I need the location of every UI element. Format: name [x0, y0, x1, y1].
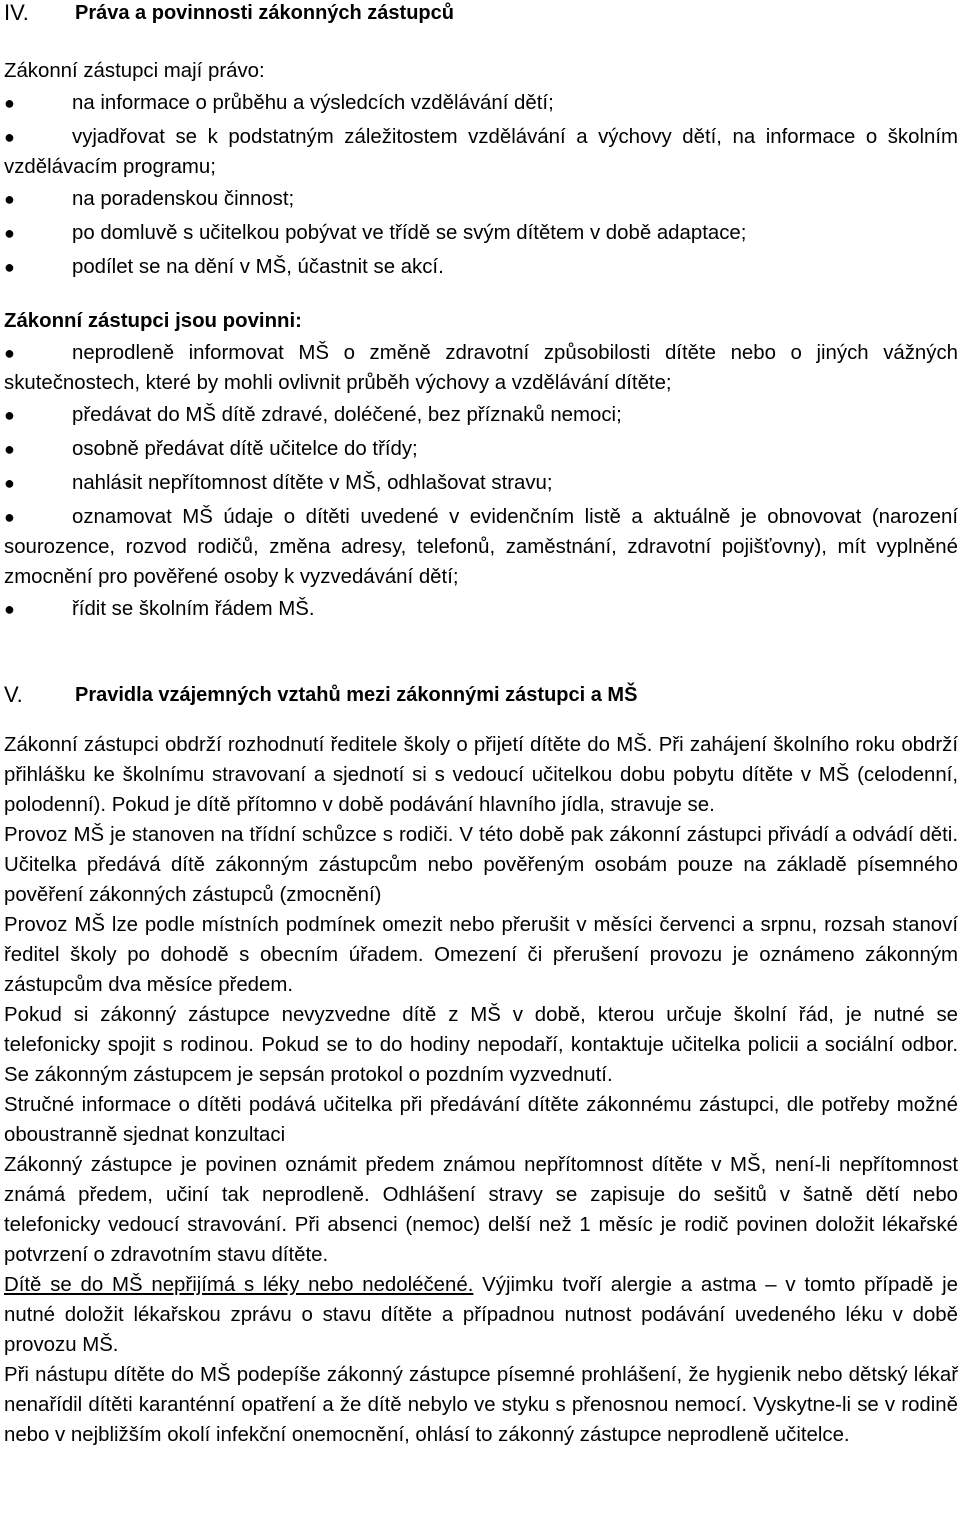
rights-item: ● na informace o průběhu a výsledcích vzdělávání dětí;	[4, 86, 958, 120]
rights-item: ● vyjadřovat se k podstatným záležitostem vzdělávání a výchovy dětí, na informace o školním vzdělávacím programu;	[4, 120, 958, 182]
document-page	[4, 0, 958, 1450]
bullet-icon: ●	[4, 473, 15, 493]
bullet-icon: ●	[4, 93, 15, 113]
medication-exception: Výjimku tvoří alergie a astma – v tomto případě je nutné doložit lékařskou zprávu o stavu dítěte a případnou nutnost podávání uvedeného léku v době provozu MŠ.	[4, 1274, 958, 1356]
paragraph: Provoz MŠ je stanoven na třídní schůzce s rodiči. V této době pak zákonní zástupci přivádí a odvádí děti. Učitelka předává dítě zákonným zástupcům nebo pověřeným osobám pouze na základě písemného pověření zákonných zástupců (zmocnění)	[4, 824, 958, 906]
underlined-sentence: Dítě se do MŠ nepřijímá s léky nebo nedoléčené.	[4, 1274, 474, 1296]
paragraph: Zákonní zástupci obdrží rozhodnutí ředitele školy o přijetí dítěte do MŠ. Při zahájení školního roku obdrží přihlášku ke školnímu stravovaní a sjednotí si s vedoucí učitelkou dobu pobytu dítěte v MŠ (celodenní, polodenní). Pokud je dítě přítomno v době podávání hlavního jídla, stravuje se.	[4, 734, 958, 816]
duties-item: ● osobně předávat dítě učitelce do třídy;	[4, 432, 958, 466]
bullet-icon: ●	[4, 257, 15, 277]
bullet-icon: ●	[4, 405, 15, 425]
bullet-icon: ●	[4, 189, 15, 209]
section-4-number: IV.	[4, 0, 29, 25]
duties-item: ● neprodleně informovat MŠ o změně zdravotní způsobilosti dítěte nebo o jiných vážných skutečnostech, které by mohli ovlivnit průběh výchovy a vzdělávání dítěte;	[4, 336, 958, 398]
duties-item: ● řídit se školním řádem MŠ.	[4, 592, 958, 626]
rights-item: ● na poradenskou činnost;	[4, 182, 958, 216]
section-5-title: Pravidla vzájemných vztahů mezi zákonnými zástupci a MŠ	[75, 684, 638, 706]
paragraph-medication	[4, 1270, 958, 1360]
duties-item: ● nahlásit nepřítomnost dítěte v MŠ, odhlašovat stravu;	[4, 466, 958, 500]
paragraph: Při nástupu dítěte do MŠ podepíše zákonný zástupce písemné prohlášení, že hygienik nebo dětský lékař nenařídil dítěti karanténní opatření a že dítě nebylo ve styku s přenosnou nemocí. Vyskytne-li se v rodině nebo v nejbližším okolí infekční onemocnění, ohlásí to zákonný zástupce neprodleně učitelce.	[4, 1364, 958, 1446]
rights-item: ● po domluvě s učitelkou pobývat ve třídě se svým dítětem v době adaptace;	[4, 216, 958, 250]
bullet-icon: ●	[4, 343, 15, 363]
duties-item: ● předávat do MŠ dítě zdravé, doléčené, bez příznaků nemoci;	[4, 398, 958, 432]
rights-intro: Zákonní zástupci mají právo:	[4, 60, 265, 82]
paragraph: Zákonný zástupce je povinen oznámit předem známou nepřítomnost dítěte v MŠ, není-li nepřítomnost známá předem, učiní tak neprodleně. Odhlášení stravy se zapisuje do sešitů v šatně dětí nebo telefonicky vedoucí stravování. Při absenci (nemoc) delší než 1 měsíc je rodič povinen doložit lékařské potvrzení o zdravotním stavu dítěte.	[4, 1154, 958, 1266]
bullet-icon: ●	[4, 223, 15, 243]
duties-intro: Zákonní zástupci jsou povinni:	[4, 310, 302, 332]
paragraph: Stručné informace o dítěti podává učitelka při předávání dítěte zákonnému zástupci, dle potřeby možné oboustranně sjednat konzultaci	[4, 1094, 958, 1146]
paragraph: Provoz MŠ lze podle místních podmínek omezit nebo přerušit v měsíci červenci a srpnu, rozsah stanoví ředitel školy po dohodě s obecním úřadem. Omezení či přerušení provozu je oznámeno zákonným zástupcům dva měsíce předem.	[4, 914, 958, 996]
bullet-icon: ●	[4, 507, 15, 527]
section-5-heading	[4, 682, 958, 712]
paragraph: Pokud si zákonný zástupce nevyzvedne dítě z MŠ v době, kterou určuje školní řád, je nutné se telefonicky spojit s rodinou. Pokud se to do hodiny nepodaří, kontaktuje učitelka policii a sociální odbor. Se zákonným zástupcem je sepsán protokol o pozdním vyzvednutí.	[4, 1004, 958, 1086]
section-4-heading	[4, 0, 958, 30]
section-5-number: V.	[4, 682, 23, 707]
bullet-icon: ●	[4, 127, 15, 147]
bullet-icon: ●	[4, 599, 15, 619]
rights-item: ● podílet se na dění v MŠ, účastnit se akcí.	[4, 250, 958, 284]
bullet-icon: ●	[4, 439, 15, 459]
duties-item: ● oznamovat MŠ údaje o dítěti uvedené v evidenčním listě a aktuálně je obnovovat (narození sourozence, rozvod rodičů, změna adresy, telefonů, zaměstnání, zdravotní pojišťovny), mít vyplněné zmocnění pro pověřené osoby k vyzvedávání dětí;	[4, 500, 958, 592]
section-4-title: Práva a povinnosti zákonných zástupců	[75, 2, 454, 24]
